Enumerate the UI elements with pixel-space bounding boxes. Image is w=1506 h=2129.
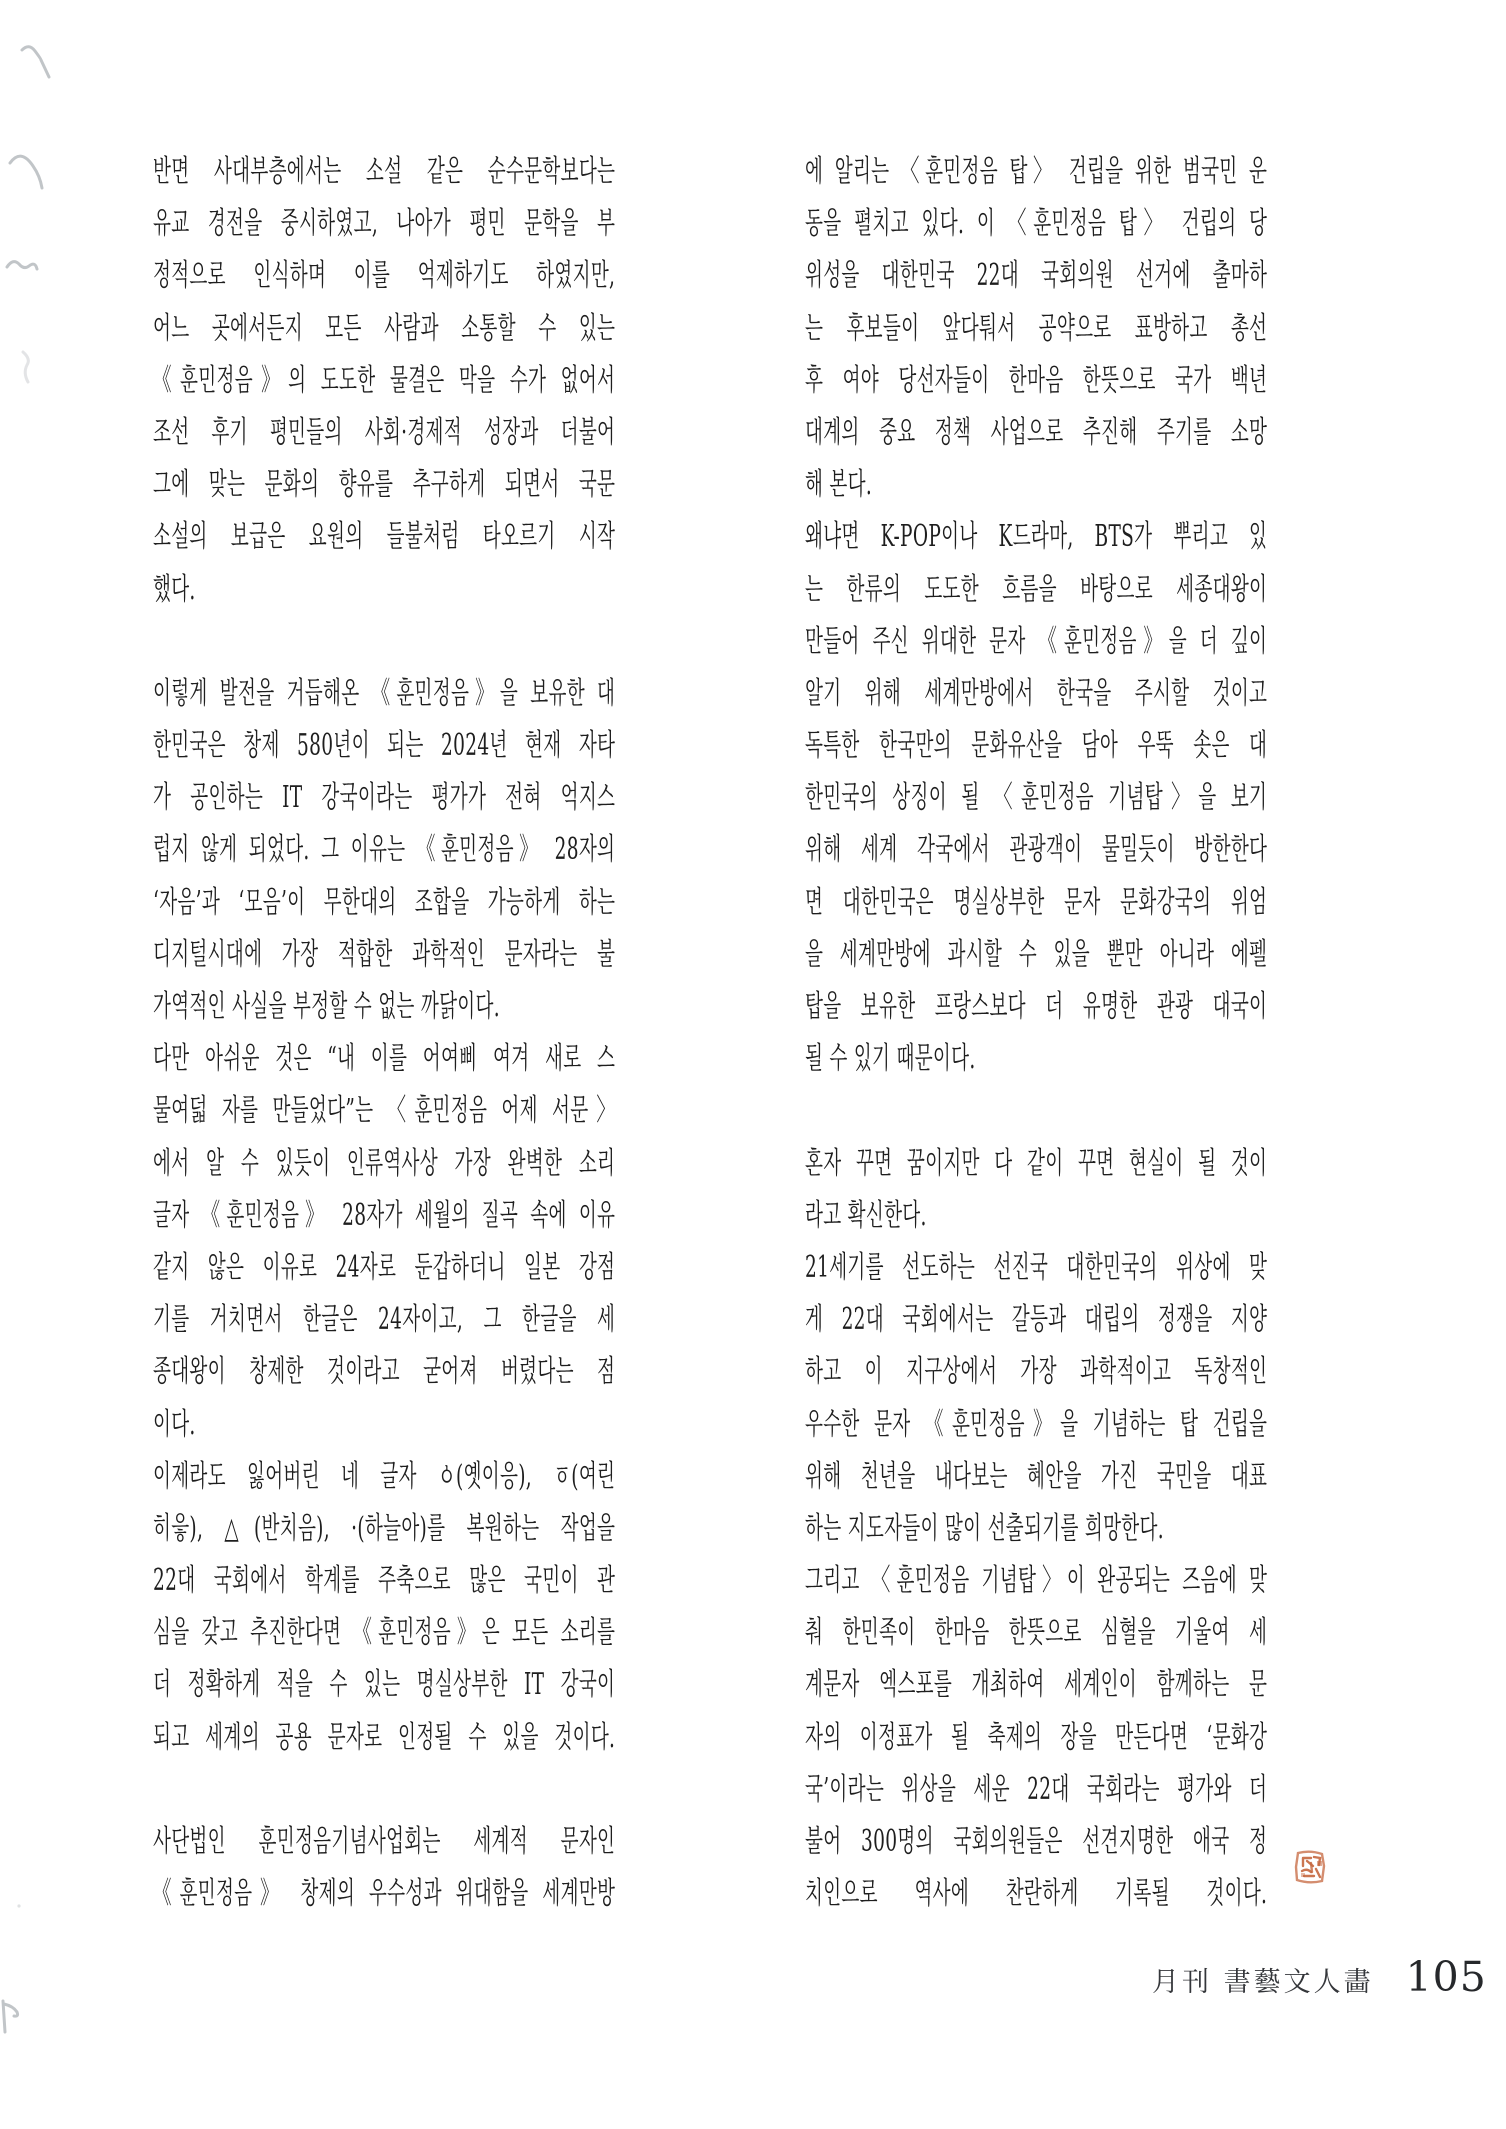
- text-line: 에 알리는 〈훈민정음 탑〉 건립을 위한 범국민 운: [805, 154, 1268, 189]
- text-line: 같지 않은 이유로 24자로 둔갑하더니 일본 강점: [153, 1249, 616, 1285]
- end-of-article-seal-icon: [1292, 1849, 1328, 1885]
- text-line: 자의 이정표가 될 축제의 장을 만든다면 ‘문화강: [805, 1719, 1268, 1755]
- text-line: 이제라도 잃어버린 네 글자 ㆁ(옛이응), ㆆ(여린: [153, 1458, 616, 1494]
- text-line: 반면 사대부층에서는 소설 같은 순수문학보다는: [153, 154, 616, 189]
- text-line: 탑을 보유한 프랑스보다 더 유명한 관광 대국이: [805, 989, 1268, 1024]
- text-line: 위성을 대한민국 22대 국회의원 선거에 출마하: [805, 258, 1268, 294]
- blank-line: [153, 616, 615, 668]
- text-line: 정적으로 인식하며 이를 억제하기도 하였지만,: [153, 258, 616, 294]
- text-line: 국’이라는 위상을 세운 22대 국회라는 평가와 더: [805, 1771, 1268, 1807]
- text-line: 될 수 있기 때문이다.: [805, 1041, 976, 1077]
- text-line: 는 후보들이 앞다퉈서 공약으로 표방하고 총선: [805, 310, 1268, 346]
- scan-artifact-stroke: [10, 156, 42, 188]
- text-line: 한민국은 창제 580년이 되는 2024년 현재 자타: [153, 728, 616, 764]
- scan-artifact-dot: [17, 1904, 20, 1907]
- text-line: 을 세계만방에 과시할 수 있을 뿐만 아니라 에펠: [805, 936, 1268, 972]
- text-line: 디지털시대에 가장 적합한 과학적인 문자라는 불: [153, 936, 616, 972]
- blank-line: [805, 1085, 1267, 1137]
- text-line: 물여덟 자를 만들었다”는 〈훈민정음 어제 서문〉: [153, 1093, 616, 1129]
- text-line: 계문자 엑스포를 개최하여 세계인이 함께하는 문: [805, 1667, 1268, 1703]
- text-line: 되고 세계의 공용 문자로 인정될 수 있을 것이다.: [153, 1719, 616, 1755]
- scan-artifact-stroke: [7, 262, 37, 269]
- article-column-right: [805, 146, 1267, 1920]
- text-line: 글자 《훈민정음》 28자가 세월의 질곡 속에 이유: [153, 1197, 616, 1233]
- text-line: 춰 한민족이 한마음 한뜻으로 심혈을 기울여 세: [805, 1615, 1268, 1651]
- text-line: 종대왕이 창제한 것이라고 굳어져 버렸다는 점: [153, 1354, 616, 1390]
- text-line: 소설의 보급은 요원의 들불처럼 타오르기 시작: [153, 519, 616, 555]
- text-line: 기를 거치면서 한글은 24자이고, 그 한글을 세: [153, 1302, 616, 1338]
- text-line: 라고 확신한다.: [805, 1197, 927, 1233]
- text-line: 심을 갖고 추진한다면 《훈민정음》은 모든 소리를: [153, 1615, 616, 1651]
- text-line: 대계의 중요 정책 사업으로 추진해 주기를 소망: [805, 414, 1268, 450]
- text-line: 가 공인하는 IT 강국이라는 평가가 전혀 억지스: [153, 780, 616, 816]
- text-line: 는 한류의 도도한 흐름을 바탕으로 세종대왕이: [805, 571, 1268, 607]
- text-line: 가역적인 사실을 부정할 수 없는 까닭이다.: [153, 989, 500, 1024]
- page-footer: [1152, 1953, 1487, 2001]
- text-line: 다만 아쉬운 것은 “내 이를 어여삐 여겨 새로 스: [153, 1041, 616, 1077]
- text-line: 우수한 문자 《훈민정음》을 기념하는 탑 건립을: [805, 1406, 1268, 1442]
- text-line: 면 대한민국은 명실상부한 문자 문화강국의 위엄: [805, 884, 1268, 920]
- text-line: 22대 국회에서 학계를 주축으로 많은 국민이 관: [153, 1563, 616, 1599]
- text-line: 치인으로 역사에 찬란하게 기록될 것이다.: [805, 1876, 1268, 1912]
- scan-artifact-stroke: [22, 47, 49, 77]
- page-number: 105: [1405, 1953, 1487, 2001]
- text-line: 이렇게 발전을 거듭해온 《훈민정음》을 보유한 대: [153, 675, 616, 711]
- text-line: 해 본다.: [805, 467, 873, 503]
- text-line: 했다.: [153, 571, 196, 607]
- text-line: 그에 맞는 문화의 향유를 추구하게 되면서 국문: [153, 467, 616, 503]
- text-line: ‘자음’과 ‘모음’이 무한대의 조합을 가능하게 하는: [153, 884, 616, 920]
- scan-artifact-stroke: [3, 2001, 18, 2032]
- text-line: 만들어 주신 위대한 문자 《훈민정음》을 더 깊이: [805, 623, 1268, 659]
- text-line: 사단법인 훈민정음기념사업회는 세계적 문자인: [153, 1824, 616, 1859]
- text-line: 위해 세계 각국에서 관광객이 물밀듯이 방한한다: [805, 832, 1268, 868]
- text-line: 그리고 〈훈민정음 기념탑〉이 완공되는 즈음에 맞: [805, 1563, 1268, 1599]
- text-line: 동을 펼치고 있다. 이 〈훈민정음 탑〉 건립의 당: [805, 206, 1268, 242]
- text-line: 더 정확하게 적을 수 있는 명실상부한 IT 강국이: [153, 1667, 616, 1703]
- blank-line: [153, 1764, 615, 1816]
- text-line: 어느 곳에서든지 모든 사람과 소통할 수 있는: [153, 310, 616, 346]
- text-line: 조선 후기 평민들의 사회·경제적 성장과 더불어: [153, 414, 616, 450]
- text-line: 21세기를 선도하는 선진국 대한민국의 위상에 맞: [805, 1249, 1268, 1285]
- text-line: 럽지 않게 되었다. 그 이유는 《훈민정음》 28자의: [153, 832, 616, 868]
- text-line: 이다.: [153, 1406, 196, 1442]
- text-line: 알기 위해 세계만방에서 한국을 주시할 것이고: [805, 675, 1268, 711]
- text-line: 에서 알 수 있듯이 인류역사상 가장 완벽한 소리: [153, 1145, 616, 1181]
- text-line: 한민국의 상징이 될 〈훈민정음 기념탑〉을 보기: [805, 780, 1268, 816]
- text-line: 히읗), △(반치음), ·(하늘아)를 복원하는 작업을: [153, 1510, 616, 1546]
- text-line: 유교 경전을 중시하였고, 나아가 평민 문학을 부: [153, 206, 616, 242]
- text-line: 후 여야 당선자들이 한마음 한뜻으로 국가 백년: [805, 362, 1268, 398]
- text-line: 위해 천년을 내다보는 혜안을 가진 국민을 대표: [805, 1458, 1268, 1494]
- text-line: 하는 지도자들이 많이 선출되기를 희망한다.: [805, 1510, 1164, 1546]
- text-line: 하고 이 지구상에서 가장 과학적이고 독창적인: [805, 1354, 1268, 1390]
- text-line: 독특한 한국만의 문화유산을 담아 우뚝 솟은 대: [805, 728, 1268, 764]
- text-line: 왜냐면 K-POP이나 K드라마, BTS가 뿌리고 있: [805, 519, 1268, 555]
- text-line: 《훈민정음》의 도도한 물결은 막을 수가 없어서: [153, 362, 616, 398]
- text-line: 불어 300명의 국회의원들은 선견지명한 애국 정: [805, 1824, 1268, 1859]
- scan-artifact-stroke: [23, 352, 28, 382]
- text-line: 게 22대 국회에서는 갈등과 대립의 정쟁을 지양: [805, 1302, 1268, 1338]
- article-column-left: [153, 146, 615, 1920]
- text-line: 《훈민정음》 창제의 우수성과 위대함을 세계만방: [153, 1876, 616, 1912]
- text-line: 혼자 꾸면 꿈이지만 다 같이 꾸면 현실이 될 것이: [805, 1145, 1268, 1181]
- journal-title: 月刊 書藝文人畵: [1152, 1967, 1374, 1998]
